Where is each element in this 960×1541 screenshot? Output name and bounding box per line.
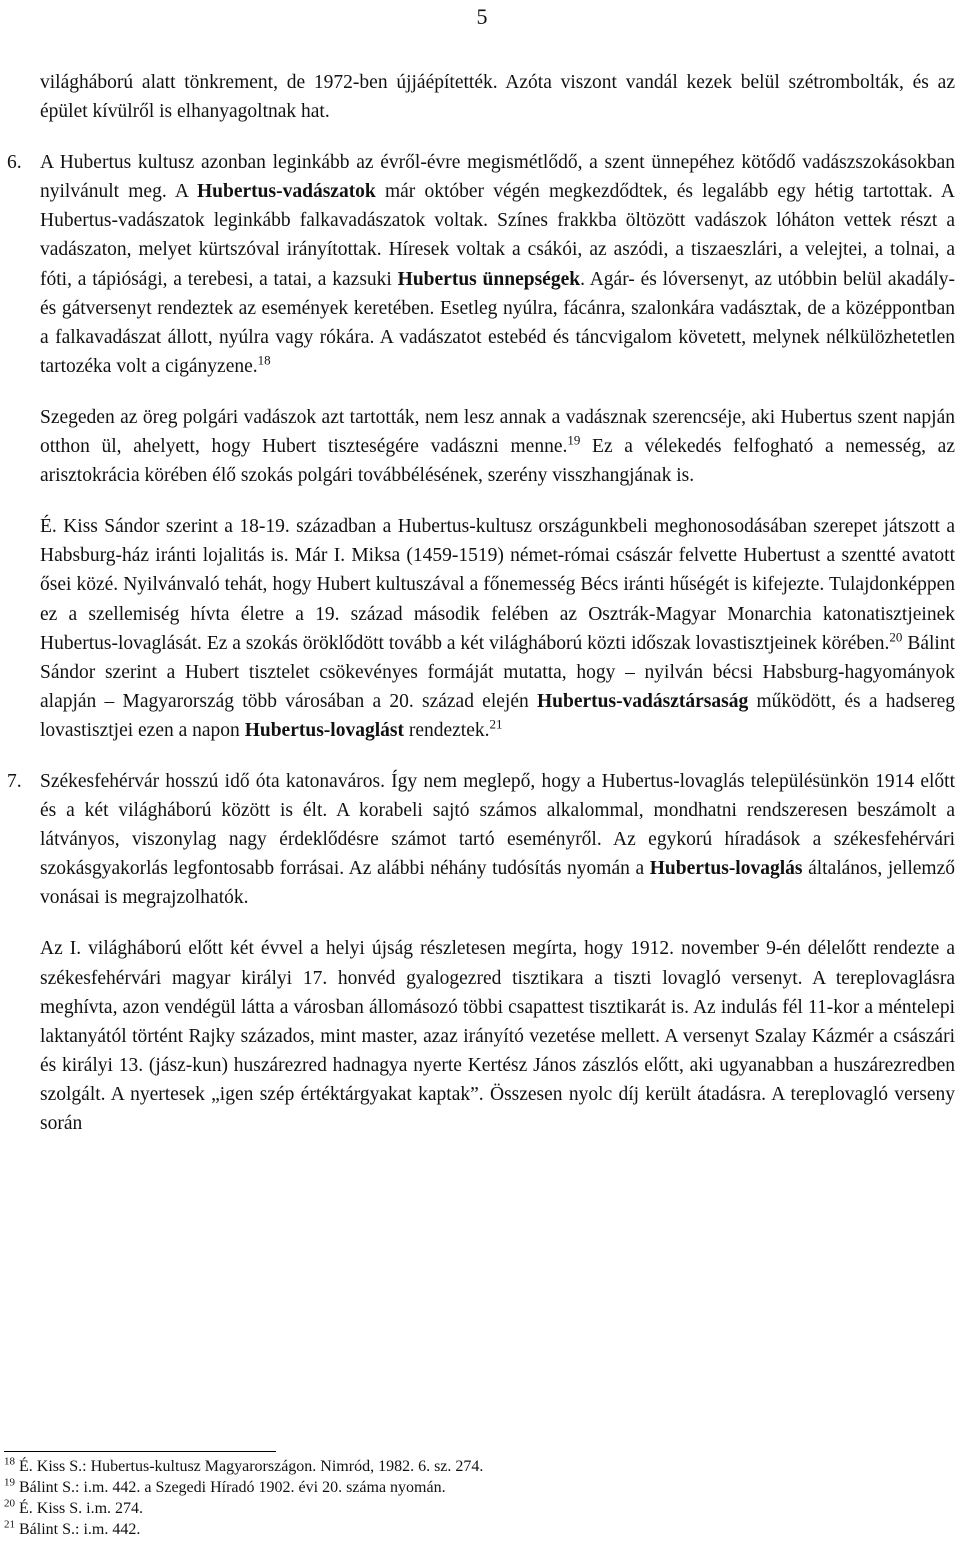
bold-term: Hubertus-vadásztársaság: [536, 690, 749, 712]
footnote-text: É. Kiss S.: Hubertus-kultusz Magyarországon. Nimród, 1982. 6. sz. 274.: [15, 1458, 484, 1475]
bold-term: Hubertus ünnepségek: [397, 268, 581, 290]
footnotes: [4, 1456, 944, 1540]
paragraph-text: általános, jellemző vonásai is megrajzolhatók.: [40, 858, 955, 909]
footnote-ref-21[interactable]: 21: [489, 716, 503, 732]
paragraph-text: rendeztek.: [403, 719, 490, 741]
footnote-18: [4, 1456, 944, 1477]
footnote-19: [4, 1477, 944, 1498]
paragraph-text: Az I. világháború előtt két évvel a helyi újság részletesen megírta, hogy 1912. november 9-én délelőtt rendezte a székesfehérvári magyar királyi 17. honvéd gyalogezred tisztikara a tiszti lovagló versenyt. A tereplovaglásra meghívta, azon vendégül látta a városban állomásozó többi csapattest tisztikarát is. Az indulás fél 11-kor a méntelepi laktanyától történt Rajky százados, mint master, azaz irányító vezetése mellett. A versenyt Szalay Kázmér a császári és királyi 13. (jász-kun) huszárezred hadnagya nyerte Kertész János zászlós előtt, aki ugyanabban a huszárezredben szolgált. A nyertesek „igen szép értéktárgyakat kaptak”. Összesen nyolc díj került átadásra. A tereplovagló verseny során: [40, 938, 955, 1134]
document-body: [7, 68, 956, 1138]
paragraph-7: [7, 767, 955, 912]
paragraph-number: 6.: [7, 152, 22, 174]
paragraph-text: É. Kiss Sándor szerint a 18-19. században a Hubertus-kultusz országunkbeli meghonosodásában szerepet játszott a Habsburg-ház iránti lojalitás is. Már I. Miksa (1459-1519) német-római császár felvette Hubertust a szentté avatott ősei közé. Nyilvánvaló tehát, hogy Hubert kultuszával a főnemesség Bécs iránti hűségét is kifejezte. Tulajdonképpen ez a szellemiség hívta életre a 19. század második felében az Osztrák-Magyar Monarchia katonatisztjeinek Hubertus-lovaglását. Ez a szokás öröklődött tovább a két világháború közti időszak lovastisztjeinek körében.: [40, 516, 955, 654]
paragraph-1: [40, 68, 955, 126]
footnote-text: Bálint S.: i.m. 442. a Szegedi Híradó 1902. évi 20. száma nyomán.: [15, 1479, 446, 1496]
paragraph-text: Ez a vélekedés felfogható a nemesség, az arisztokrácia körében élő szokás polgári továbbélésének, szerény visszhangjának is.: [40, 436, 955, 487]
page-number: 5: [476, 4, 488, 29]
footnote-ref-20[interactable]: 20: [889, 629, 903, 645]
paragraph-text: A Hubertus kultusz azonban leginkább az évről-évre megismétlődő, a szent ünnepéhez kötődő vadászszokásokban nyilvánult meg. A: [40, 152, 955, 203]
footnote-20: [4, 1498, 944, 1519]
paragraph-text: Szegeden az öreg polgári vadászok azt tartották, nem lesz annak a vadásznak szerencséje, aki Hubertus szent napján otthon ül, ahelyett, hogy Hubert tiszteségére vadászni menne.: [40, 406, 955, 458]
footnote-number: 21: [4, 1518, 15, 1531]
paragraph-text: világháború alatt tönkrement, de 1972-ben újjáépítették. Azóta viszont vandál kezek belül szétrombolták, és az épület kívülről is elhanyagoltnak hat.: [40, 72, 955, 123]
paragraph-text: Bálint Sándor szerint a Hubert tisztelet csökevényes formáját mutatta, hogy – nyilván bécsi Habsburg-hagyományok alapján – Magyarország több városában a 20. század elején: [40, 632, 955, 712]
paragraph-kiss-sandor: [40, 512, 955, 745]
footnote-number: 20: [4, 1497, 15, 1510]
paragraph-1912: [40, 934, 955, 1138]
footnote-ref-18[interactable]: 18: [257, 352, 271, 368]
footnote-number: 18: [4, 1455, 15, 1468]
footnote-number: 19: [4, 1476, 15, 1489]
bold-term: Hubertus-lovaglást: [244, 719, 404, 741]
paragraph-text: már október végén megkezdődtek, és legalább egy hétig tartottak. A Hubertus-vadászatok leginkább falkavadászatok voltak. Színes frakkba öltözött vadászok lóháton vettek részt a vadászaton, melyet kürtszóval irányítottak. Híresek voltak a csákói, az aszódi, a tiszaeszlári, a velejtei, a tolnai, a fóti, a tápiósági, a terebesi, a tatai, a kazsuki: [40, 181, 955, 290]
footnote-text: É. Kiss S. i.m. 274.: [15, 1500, 144, 1517]
paragraph-szeged: [40, 403, 955, 490]
paragraph-text: . Agár- és lóversenyt, az utóbbin belül akadály- és gátversenyt rendeztek az események keretében. Esetleg nyúlra, fácánra, szalonkára vadásztak, de a középpontban a falkavadászat állott, nyúlra vagy rókára. A vadászatot estebéd és táncvigalom követett, melynek nélkülözhetetlen tartozéka volt a cigányzene.: [40, 268, 955, 377]
footnote-separator: [4, 1451, 276, 1452]
paragraph-text: működött, és a hadsereg lovastisztjei ezen a napon: [40, 690, 956, 741]
paragraph-6: [7, 148, 955, 381]
footnote-21: [4, 1519, 944, 1540]
footnote-ref-19[interactable]: 19: [567, 432, 581, 448]
bold-term: Hubertus-vadászatok: [197, 181, 376, 203]
paragraph-text: Székesfehérvár hosszú idő óta katonaváros. Így nem meglepő, hogy a Hubertus-lovaglás településünkön 1914 előtt és a két világháború között is élt. A korabeli sajtó számos alkalommal, mondhatni rendszeresen beszámolt a látványos, viszonylag nagy érdeklődésre számot tartó eseményről. Az egykorú híradások a székesfehérvári szokásgyakorlás legfontosabb forrásai. Az alábbi néhány tudósítás nyomán a: [40, 770, 955, 880]
footnote-text: Bálint S.: i.m. 442.: [15, 1521, 141, 1538]
bold-term: Hubertus-lovaglás: [649, 858, 803, 880]
paragraph-number: 7.: [7, 770, 22, 792]
